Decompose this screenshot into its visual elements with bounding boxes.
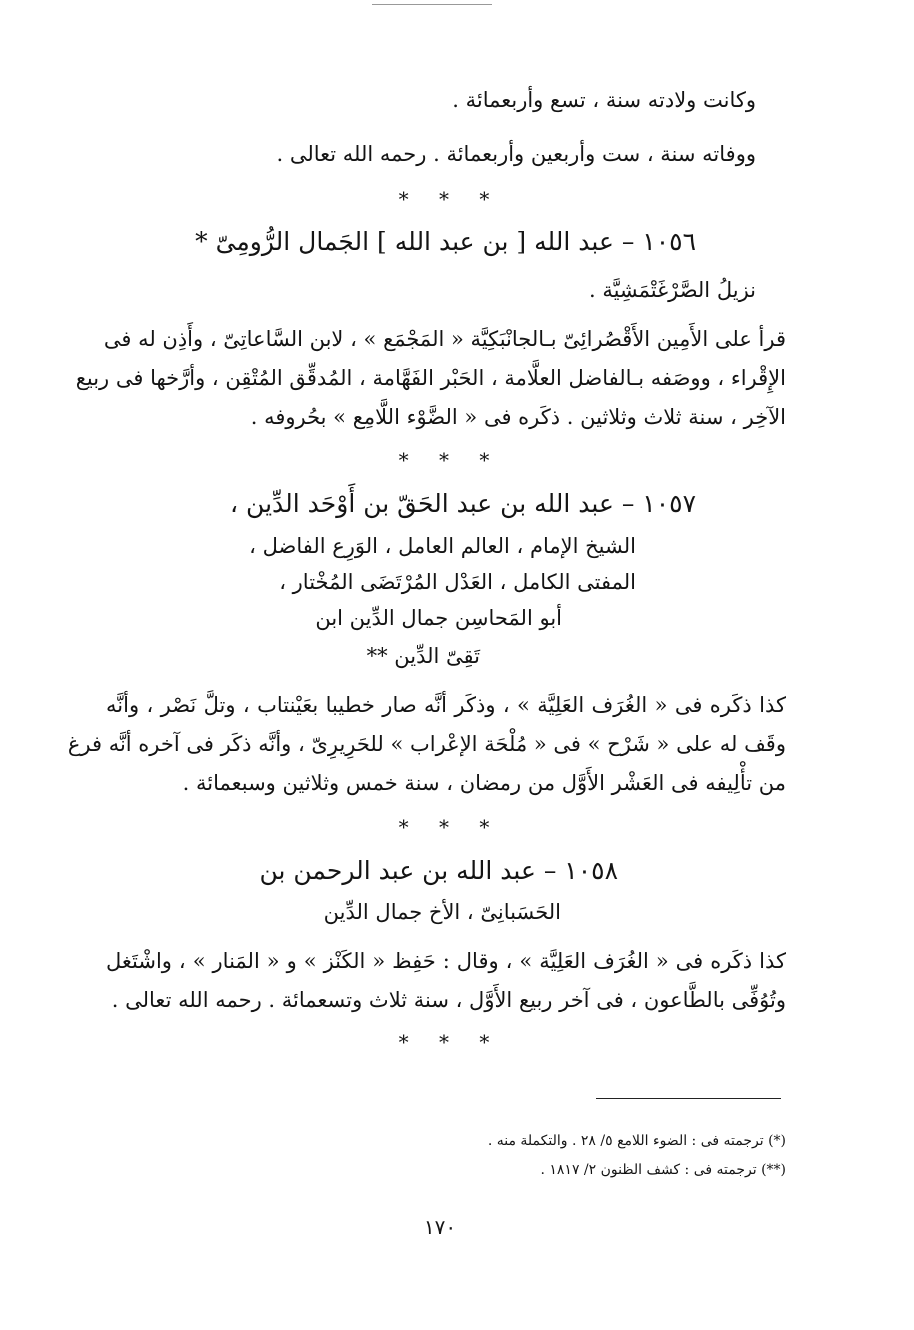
entry-heading-1057: ١٠٥٧ – عبد الله بن عبد الحَقّ بن أَوْحَد الدِّين ،	[230, 489, 696, 518]
paragraph-line: كذا ذكَره فى « الغُرَف العَلِيَّة » ، وذكَر أنَّه صار خطيبا بعَيْنتاب ، وتلَّ نَصْر ، وأنَّه	[106, 693, 786, 717]
paragraph-line: وتُوُفِّى بالطَّاعون ، فى آخر ربيع الأَوَّل ، سنة ثلاث وتسعمائة . رحمه الله تعالى .	[111, 988, 786, 1012]
text-line: ووفاته سنة ، ست وأربعين وأربعمائة . رحمه الله تعالى .	[276, 142, 756, 166]
footnote-rule	[596, 1098, 781, 1099]
entry-subtitle: نزيلُ الصَّرْغَتْمَشِيَّة .	[588, 278, 756, 302]
section-separator: * * *	[398, 187, 502, 211]
entry-subtitle: الشيخ الإمام ، العالم العامل ، الوَرِع الفاضل ،	[249, 534, 636, 558]
entry-subtitle: أبو المَحاسِن جمال الدِّين ابن	[315, 606, 562, 630]
section-separator: * * *	[398, 815, 502, 839]
entry-subtitle: تَقِىّ الدِّين **	[366, 644, 480, 668]
top-rule	[372, 4, 492, 5]
entry-subtitle: الحَسَبانِىّ ، الأخ جمال الدِّين	[323, 900, 561, 924]
paragraph-line: كذا ذكَره فى « الغُرَف العَلِيَّة » ، وقال : حَفِظ « الكَنْز » و « المَنار » ، واشْتَغل	[106, 949, 786, 973]
page-number: ١٧٠	[423, 1215, 457, 1239]
footnote: (*) ترجمته فى : الضوء اللامع ٥/ ٢٨ . والتكملة منه .	[487, 1133, 786, 1149]
paragraph-line: وقَف له على « شَرْح » فى « مُلْحَة الإعْراب » للحَرِيرِىّ ، وأنَّه ذكَر فى آخره أنَّه فرغ	[67, 732, 786, 756]
paragraph-line: الآخِر ، سنة ثلاث وثلاثين . ذكَره فى « الضَّوْء اللَّامِع » بحُروفه .	[250, 405, 786, 429]
section-separator: * * *	[398, 1030, 502, 1054]
entry-heading-1058: ١٠٥٨ – عبد الله بن عبد الرحمن بن	[259, 856, 618, 885]
paragraph-line: من تأْلِيفه فى العَشْر الأَوَّل من رمضان ، سنة خمس وثلاثين وسبعمائة .	[182, 771, 786, 795]
entry-subtitle: المفتى الكامل ، العَدْل المُرْتَضَى المُخْتار ،	[279, 570, 636, 594]
text-line: وكانت ولادته سنة ، تسع وأربعمائة .	[452, 88, 756, 112]
entry-heading-1056: ١٠٥٦ – عبد الله [ بن عبد الله ] الجَمال الرُّومِىّ *	[195, 227, 696, 256]
paragraph-line: الإِقْراء ، ووصَفه بـالفاضل العلَّامة ، الحَبْر الفَهَّامة ، المُدقِّق المُتْقِن ، وأرَّخها فى ربيع	[75, 366, 786, 390]
paragraph-line: قرأ على الأَمِين الأَقْصُرائِىّ بـالجانْبَكِيَّة « المَجْمَع » ، لابن السَّاعاتِىّ ، وأَذِن له فى	[103, 327, 786, 351]
section-separator: * * *	[398, 448, 502, 472]
footnote: (**) ترجمته فى : كشف الظنون ٢/ ١٨١٧ .	[540, 1162, 786, 1178]
